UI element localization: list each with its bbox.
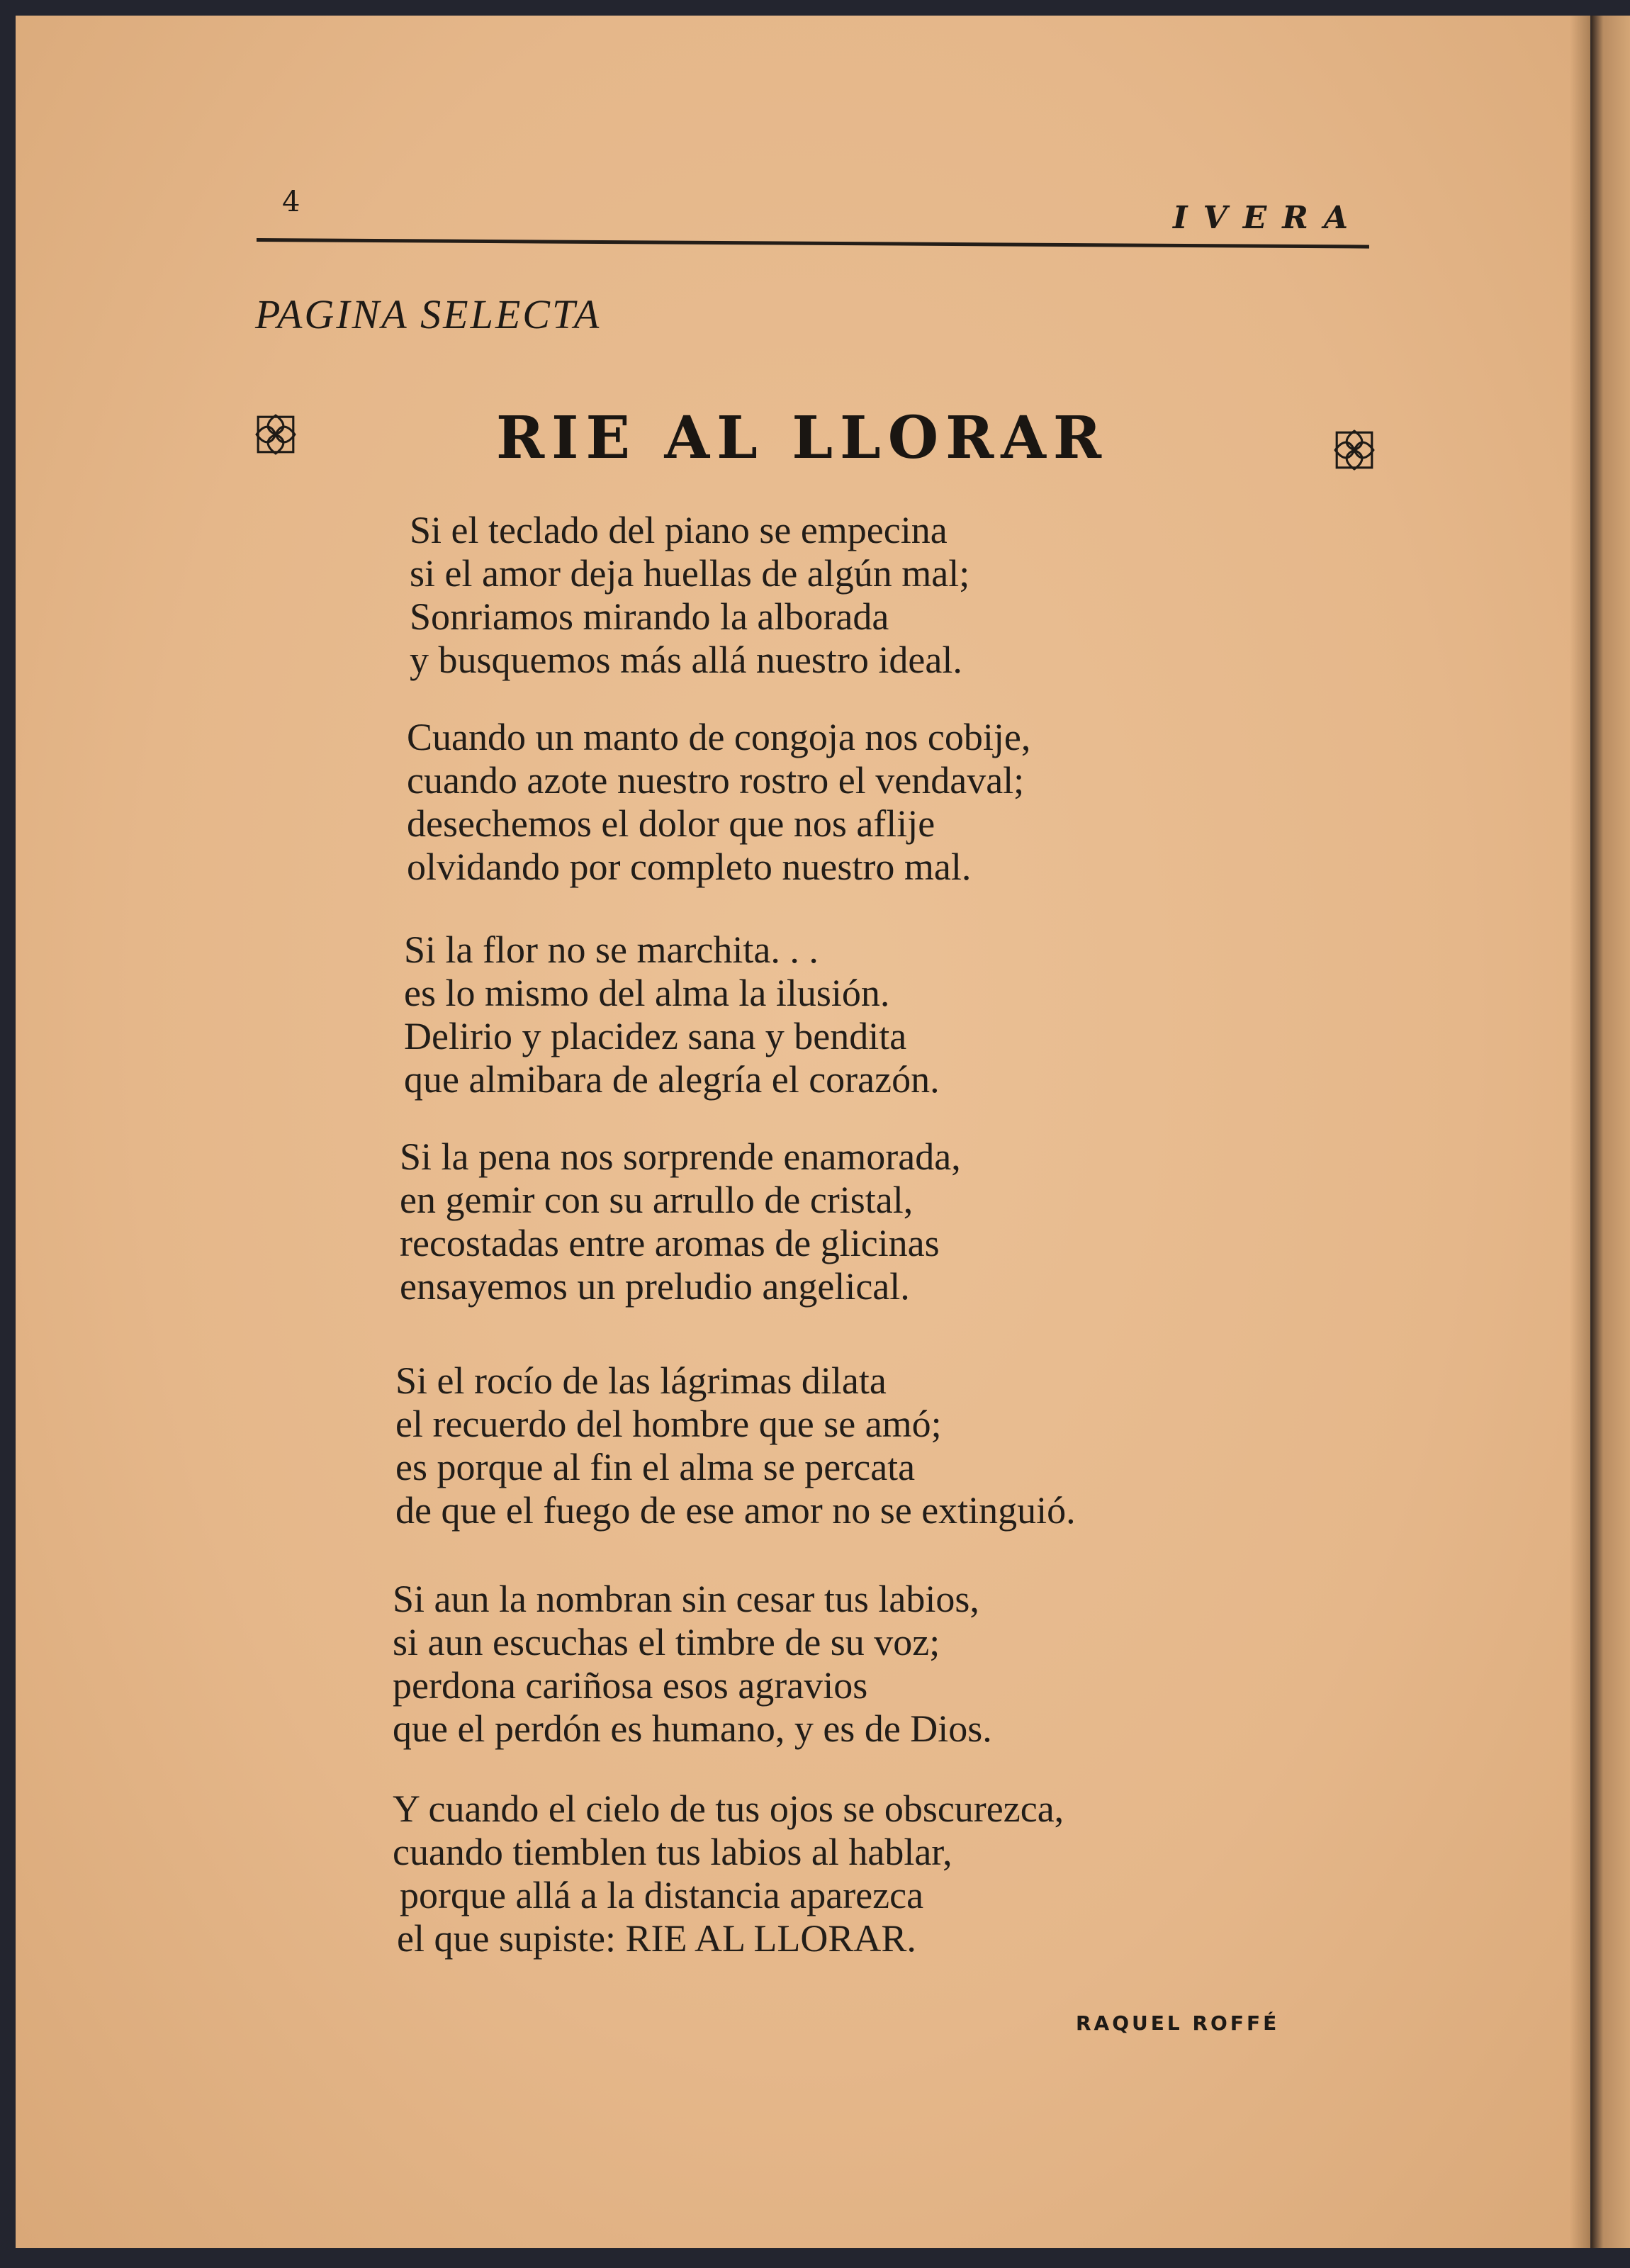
poem-line: olvidando por completo nuestro mal.: [407, 846, 972, 888]
adjacent-page-edge: [1592, 16, 1630, 2248]
poem-line: Cuando un manto de congoja nos cobije,: [407, 716, 1031, 758]
poem-stanza: [395, 1359, 1076, 1532]
running-title: IVERA: [1173, 200, 1364, 236]
page-number: 4: [282, 186, 300, 218]
poem-line: el recuerdo del hombre que se amó;: [395, 1403, 942, 1445]
poem-line: el que supiste: RIE AL LLORAR.: [397, 1917, 916, 1960]
poem-line: ensayemos un preludio angelical.: [400, 1265, 910, 1308]
poem-line: y busquemos más allá nuestro ideal.: [410, 639, 962, 681]
section-label: PAGINA SELECTA: [255, 291, 602, 337]
poem-line: si el amor deja huellas de algún mal;: [410, 552, 970, 595]
poem-author: RAQUEL ROFFÉ: [1076, 2011, 1280, 2035]
poem-line: porque allá a la distancia aparezca: [400, 1874, 924, 1916]
floral-ornament-icon: [1332, 428, 1376, 472]
poem-line: es lo mismo del alma la ilusión.: [404, 972, 890, 1014]
poem-stanza: [400, 1135, 961, 1308]
floral-ornament-icon: [254, 412, 298, 456]
poem-line: en gemir con su arrullo de cristal,: [400, 1179, 914, 1221]
poem-line: es porque al fin el alma se percata: [395, 1446, 916, 1488]
poem-stanza: [393, 1787, 1064, 1960]
poem-line: perdona cariñosa esos agravios: [393, 1664, 868, 1707]
poem-line: Y cuando el cielo de tus ojos se obscurezca,: [393, 1787, 1064, 1830]
poem-stanza: [404, 928, 940, 1101]
page-gutter-shadow: [1570, 16, 1594, 2248]
poem-line: cuando azote nuestro rostro el vendaval;: [407, 759, 1025, 802]
poem-line: desechemos el dolor que nos aflije: [407, 802, 935, 845]
poem-title: RIE AL LLORAR: [496, 404, 1109, 472]
poem-line: Delirio y placidez sana y bendita: [404, 1015, 907, 1057]
poem-stanza: [410, 509, 969, 682]
poem-line: que el perdón es humano, y es de Dios.: [393, 1707, 992, 1750]
poem-line: Si aun la nombran sin cesar tus labios,: [393, 1578, 979, 1620]
poem-line: si aun escuchas el timbre de su voz;: [393, 1621, 940, 1663]
poem-line: de que el fuego de ese amor no se extinguió.: [395, 1489, 1076, 1532]
poem-line: Si la flor no se marchita. . .: [404, 928, 819, 971]
poem-stanza: [393, 1578, 992, 1751]
poem-line: recostadas entre aromas de glicinas: [400, 1222, 940, 1264]
poem-line: Si la pena nos sorprende enamorada,: [400, 1135, 961, 1178]
poem-line: Sonriamos mirando la alborada: [410, 595, 889, 638]
poem-line: cuando tiemblen tus labios al hablar,: [393, 1831, 952, 1873]
poem-line: que almibara de alegría el corazón.: [404, 1058, 940, 1101]
poem-stanza: [407, 716, 1030, 889]
poem-line: Si el rocío de las lágrimas dilata: [395, 1359, 887, 1402]
poem-line: Si el teclado del piano se empecina: [410, 509, 948, 551]
